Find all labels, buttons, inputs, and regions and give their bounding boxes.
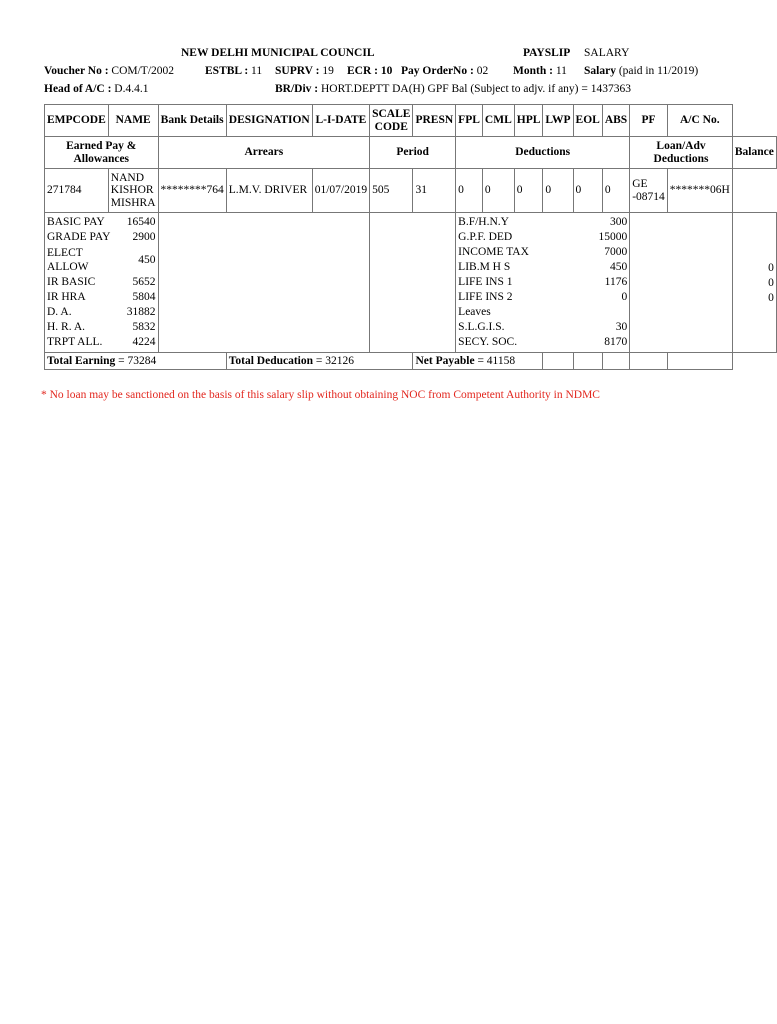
deduction-label: SECY. SOC. <box>458 336 518 348</box>
earning-label: BASIC PAY <box>47 216 105 228</box>
totals-row <box>45 353 777 370</box>
col-name: NAME <box>108 105 158 137</box>
deduction-item <box>458 260 627 275</box>
ecr-label: ECR : 10 <box>347 65 393 77</box>
earning-value: 4224 <box>132 336 156 348</box>
earning-value: 450 <box>138 253 156 266</box>
brdiv-line <box>275 82 631 96</box>
salary-value: (paid in 11/2019) <box>618 65 699 77</box>
voucher-label: Voucher No : <box>44 65 109 77</box>
earning-label: IR BASIC <box>47 276 96 288</box>
detail-row <box>45 213 777 353</box>
emp-lidate: 01/07/2019 <box>312 169 369 213</box>
earning-item <box>47 230 156 245</box>
col-presn: PRESN <box>413 105 456 137</box>
section-earned: Earned Pay & Allowances <box>45 137 159 169</box>
deduction-value: 1176 <box>604 276 628 288</box>
salary-label: Salary <box>584 65 616 77</box>
col-fpl: FPL <box>456 105 483 137</box>
deduction-item <box>458 245 627 260</box>
estbl-label: ESTBL : <box>205 65 249 77</box>
month-value: 11 <box>555 65 567 77</box>
month-label: Month : <box>513 65 553 77</box>
deductions-cell <box>456 213 630 353</box>
section-period: Period <box>370 137 456 169</box>
emp-empcode: 271784 <box>45 169 109 213</box>
deduction-item <box>458 215 627 230</box>
payorder-label: Pay OrderNo : <box>401 65 474 77</box>
earning-value: 5804 <box>132 291 156 303</box>
earning-label: H. R. A. <box>47 321 86 333</box>
deduction-value: 7000 <box>604 246 628 258</box>
deduction-label: S.L.G.I.S. <box>458 321 505 333</box>
section-deductions: Deductions <box>456 137 630 169</box>
balance-value: 0 <box>768 262 774 274</box>
brdiv-value: HORT.DEPTT DA(H) GPF Bal (Subject to adjv. if any) = 1437363 <box>321 83 631 95</box>
earning-item <box>47 245 156 275</box>
total-earning-label: Total Earning <box>47 354 116 367</box>
deduction-item <box>458 335 627 350</box>
deduction-item <box>458 230 627 245</box>
deduction-item <box>458 290 627 305</box>
earning-label: TRPT ALL. <box>47 336 103 348</box>
deduction-label: LIB.M H S <box>458 261 511 273</box>
emp-lwp: 0 <box>543 169 573 213</box>
col-cml: CML <box>482 105 514 137</box>
earning-value: 31882 <box>126 306 156 318</box>
col-lwp: LWP <box>543 105 573 137</box>
deduction-value: 15000 <box>598 231 628 243</box>
head-value: D.4.4.1 <box>114 83 149 95</box>
deduction-label: INCOME TAX <box>458 246 529 258</box>
net-payable-value: = 41158 <box>477 354 516 367</box>
deduction-value: 300 <box>609 216 628 228</box>
loan-disclaimer: * No loan may be sanctioned on the basis of this salary slip without obtaining NOC from Competent Authority in NDMC <box>41 389 600 401</box>
col-hpl: HPL <box>514 105 543 137</box>
emp-abs: 0 <box>602 169 629 213</box>
payslip-type: SALARY <box>584 47 630 59</box>
total-deduction-label: Total Deducation <box>228 354 314 367</box>
col-acno: A/C No. <box>667 105 732 137</box>
column-header-row <box>45 105 777 137</box>
arrears-cell <box>158 213 370 353</box>
employee-row <box>45 169 777 213</box>
earning-label: ELECT ALLOW <box>47 247 89 273</box>
suprv-line <box>275 64 334 78</box>
payorder-line <box>401 64 488 78</box>
deduction-value: 450 <box>609 261 628 273</box>
earning-label: D. A. <box>47 306 72 318</box>
emp-bank: ********764 <box>158 169 226 213</box>
col-eol: EOL <box>573 105 602 137</box>
voucher-line <box>44 64 174 78</box>
section-arrears: Arrears <box>158 137 370 169</box>
deduction-label: LIFE INS 1 <box>458 276 513 288</box>
earning-item <box>47 305 156 320</box>
emp-eol: 0 <box>573 169 602 213</box>
section-loan: Loan/Adv Deductions <box>630 137 733 169</box>
emp-name: NAND KISHOR MISHRA <box>108 169 158 213</box>
deduction-label: B.F/H.N.Y <box>458 216 509 228</box>
balance-value: 0 <box>768 292 774 304</box>
net-payable <box>413 353 543 370</box>
estbl-line <box>205 64 262 78</box>
emp-hpl: 0 <box>514 169 543 213</box>
emp-cml: 0 <box>482 169 514 213</box>
col-scale: SCALE CODE <box>370 105 413 137</box>
payorder-value: 02 <box>476 65 489 77</box>
deduction-item <box>458 320 627 335</box>
org-title: NEW DELHI MUNICIPAL COUNCIL <box>181 47 375 59</box>
earning-value: 5652 <box>132 276 156 288</box>
earning-value: 16540 <box>126 216 156 228</box>
emp-presn: 31 <box>413 169 456 213</box>
month-line <box>513 64 567 78</box>
deduction-label: LIFE INS 2 <box>458 291 513 303</box>
empty-cell <box>543 353 573 370</box>
suprv-label: SUPRV : <box>275 65 320 77</box>
earning-label: IR HRA <box>47 291 86 303</box>
earnings-cell <box>45 213 159 353</box>
balance-value: 0 <box>768 277 774 289</box>
emp-fpl: 0 <box>456 169 483 213</box>
earning-item <box>47 275 156 290</box>
emp-scale: 505 <box>370 169 413 213</box>
section-balance: Balance <box>732 137 776 169</box>
col-abs: ABS <box>602 105 629 137</box>
deduction-value: 30 <box>615 321 628 333</box>
empty-cell <box>667 353 732 370</box>
brdiv-label: BR/Div : <box>275 83 319 95</box>
deduction-label: G.P.F. DED <box>458 231 513 243</box>
total-earning <box>45 353 227 370</box>
col-empcode: EMPCODE <box>45 105 109 137</box>
col-designation: DESIGNATION <box>226 105 312 137</box>
deduction-value: 0 <box>621 291 628 303</box>
empty-cell <box>573 353 602 370</box>
head-line <box>44 82 148 96</box>
empty-cell <box>630 353 668 370</box>
loan-cell <box>630 213 733 353</box>
emp-pf: GE -08714 <box>630 169 668 213</box>
deduction-value: 8170 <box>604 336 628 348</box>
section-header-row <box>45 137 777 169</box>
total-earning-value: = 73284 <box>118 354 157 367</box>
emp-designation: L.M.V. DRIVER <box>226 169 312 213</box>
deduction-label: Leaves <box>458 306 491 318</box>
salary-line <box>584 64 698 78</box>
voucher-value: COM/T/2002 <box>111 65 175 77</box>
head-label: Head of A/C : <box>44 83 112 95</box>
emp-acno: *******06H <box>667 169 732 213</box>
earning-value: 2900 <box>132 231 156 243</box>
payslip-table <box>44 104 777 370</box>
total-deduction-value: = 32126 <box>315 354 355 367</box>
net-payable-label: Net Payable <box>415 354 475 367</box>
total-deduction <box>226 353 413 370</box>
earning-label: GRADE PAY <box>47 231 111 243</box>
col-bank: Bank Details <box>158 105 226 137</box>
col-pf: PF <box>630 105 668 137</box>
empty-cell <box>602 353 629 370</box>
balance-cell <box>732 213 776 353</box>
col-lidate: L-I-DATE <box>312 105 369 137</box>
period-cell <box>370 213 456 353</box>
payslip-label: PAYSLIP <box>523 47 571 59</box>
earning-value: 5832 <box>132 321 156 333</box>
earning-item <box>47 290 156 305</box>
deduction-item <box>458 305 627 320</box>
earning-item <box>47 215 156 230</box>
earning-item <box>47 320 156 335</box>
deduction-item <box>458 275 627 290</box>
estbl-value: 11 <box>251 65 263 77</box>
suprv-value: 19 <box>322 65 334 77</box>
earning-item <box>47 335 156 350</box>
